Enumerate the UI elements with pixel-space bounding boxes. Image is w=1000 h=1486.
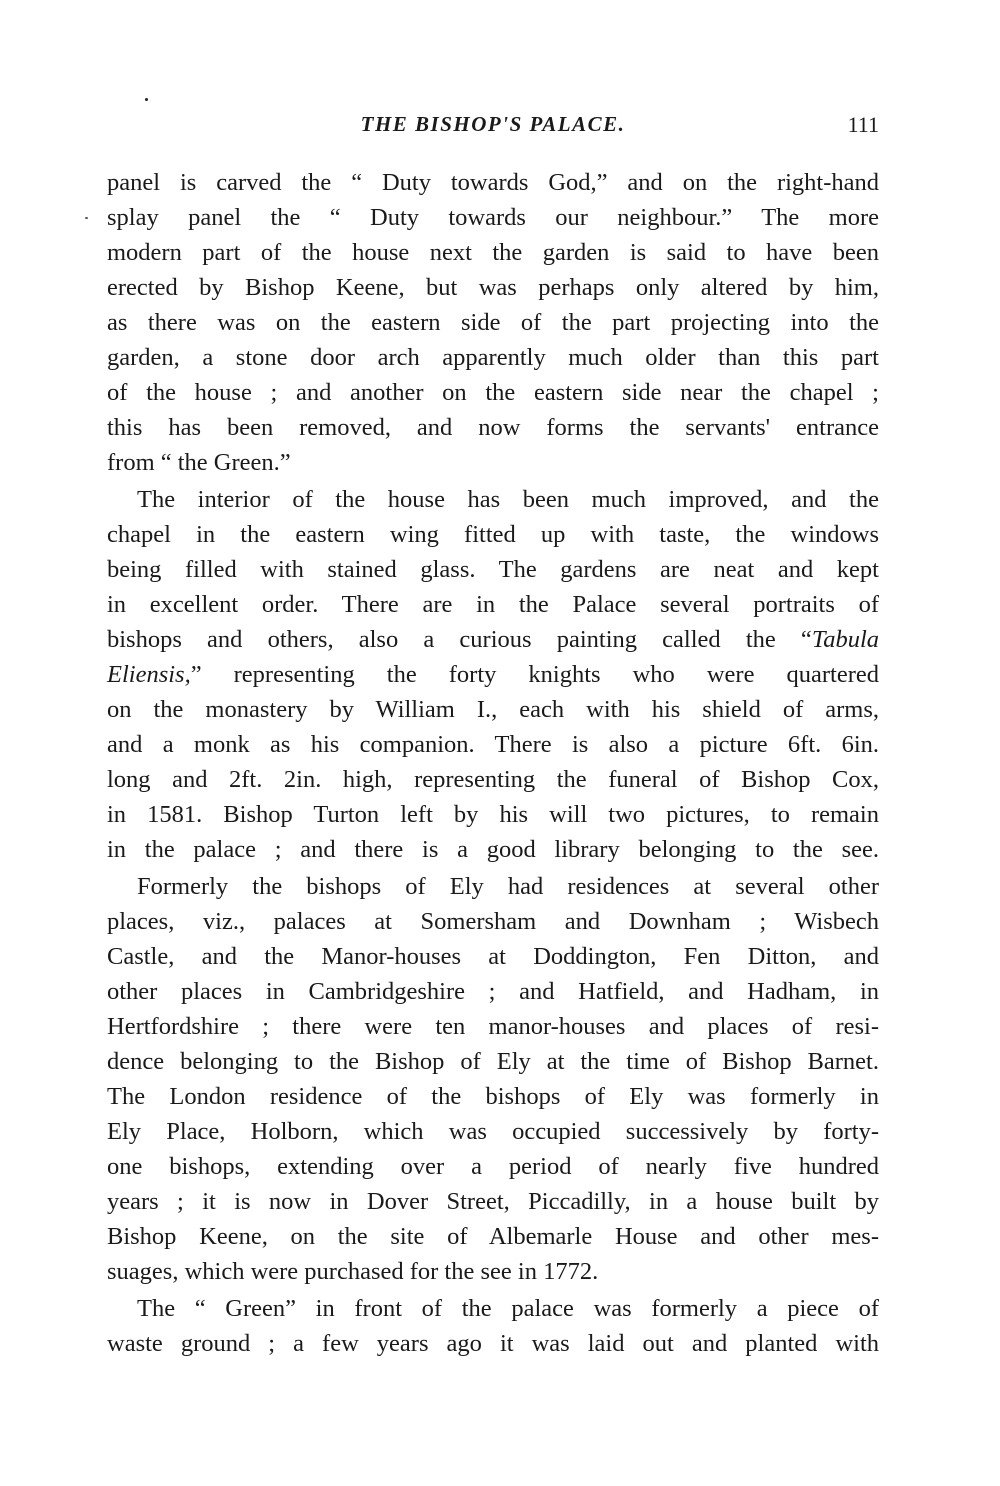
text-line: Castle, and the Manor-houses at Doddington, Fen Ditton, and xyxy=(107,943,879,970)
text-line: in the palace ; and there is a good library belonging to the see. xyxy=(107,836,879,863)
text-line: Eliensis,” representing the forty knights who were quartered xyxy=(107,661,879,688)
paragraph-4 xyxy=(107,1291,879,1361)
text-line: on the monastery by William I., each with his shield of arms, xyxy=(107,696,879,723)
text-line: of the house ; and another on the eastern side near the chapel ; xyxy=(107,379,879,406)
paragraph-1 xyxy=(107,165,879,480)
paragraph-3 xyxy=(107,869,879,1289)
text-line: Ely Place, Holborn, which was occupied successively by forty- xyxy=(107,1118,879,1145)
text-line: places, viz., palaces at Somersham and Downham ; Wisbech xyxy=(107,908,879,935)
line-prefix: bishops and others, also a curious painting called the “ xyxy=(107,626,812,653)
text-line: in excellent order. There are in the Palace several portraits of xyxy=(107,591,879,618)
text-line: Hertfordshire ; there were ten manor-houses and places of resi- xyxy=(107,1013,879,1040)
text-line: The London residence of the bishops of Ely was formerly in xyxy=(107,1083,879,1110)
text-line: in 1581. Bishop Turton left by his will two pictures, to remain xyxy=(107,801,879,828)
page-number: 111 xyxy=(847,112,879,137)
italic-title-eliensis: Eliensis, xyxy=(107,661,191,688)
text-line: this has been removed, and now forms the servants' entrance xyxy=(107,414,879,441)
text-line: long and 2ft. 2in. high, representing the funeral of Bishop Cox, xyxy=(107,766,879,793)
text-line: being filled with stained glass. The gardens are neat and kept xyxy=(107,556,879,583)
text-line: as there was on the eastern side of the part projecting into the xyxy=(107,309,879,336)
italic-title-tabula: Tabula xyxy=(811,626,879,653)
text-line: erected by Bishop Keene, but was perhaps only altered by him, xyxy=(107,274,879,301)
text-line xyxy=(107,622,879,657)
text-line: The “ Green” in front of the palace was formerly a piece of xyxy=(137,1295,879,1322)
text-line: panel is carved the “ Duty towards God,” and on the right-hand xyxy=(107,169,879,196)
text-line: chapel in the eastern wing fitted up with taste, the windows xyxy=(107,521,879,548)
text-line: garden, a stone door arch apparently much older than this part xyxy=(107,344,879,371)
running-head xyxy=(107,112,879,142)
text-line: and a monk as his companion. There is also a picture 6ft. 6in. xyxy=(107,731,879,758)
text-line: other places in Cambridgeshire ; and Hatfield, and Hadham, in xyxy=(107,978,879,1005)
text-line: dence belonging to the Bishop of Ely at the time of Bishop Barnet. xyxy=(107,1048,879,1075)
text-line: years ; it is now in Dover Street, Piccadilly, in a house built by xyxy=(107,1188,879,1215)
text-line: modern part of the house next the garden is said to have been xyxy=(107,239,879,266)
text-line: from “ the Green.” xyxy=(107,449,291,476)
text-line: splay panel the “ Duty towards our neighbour.” The more xyxy=(107,204,879,231)
print-speck xyxy=(145,98,148,101)
paragraph-2 xyxy=(107,482,879,867)
line-suffix: representing the forty knights who were quartered xyxy=(201,661,879,688)
text-line: The interior of the house has been much improved, and the xyxy=(137,486,879,513)
text-line: suages, which were purchased for the see in 1772. xyxy=(107,1258,599,1285)
text-line: Bishop Keene, on the site of Albemarle House and other mes- xyxy=(107,1223,879,1250)
text-line: waste ground ; a few years ago it was laid out and planted with xyxy=(107,1330,879,1357)
text-line: Formerly the bishops of Ely had residences at several other xyxy=(137,873,879,900)
print-speck xyxy=(85,217,88,219)
body-text xyxy=(107,165,879,1361)
running-title: THE BISHOP'S PALACE. xyxy=(360,112,626,136)
text-line: one bishops, extending over a period of nearly five hundred xyxy=(107,1153,879,1180)
